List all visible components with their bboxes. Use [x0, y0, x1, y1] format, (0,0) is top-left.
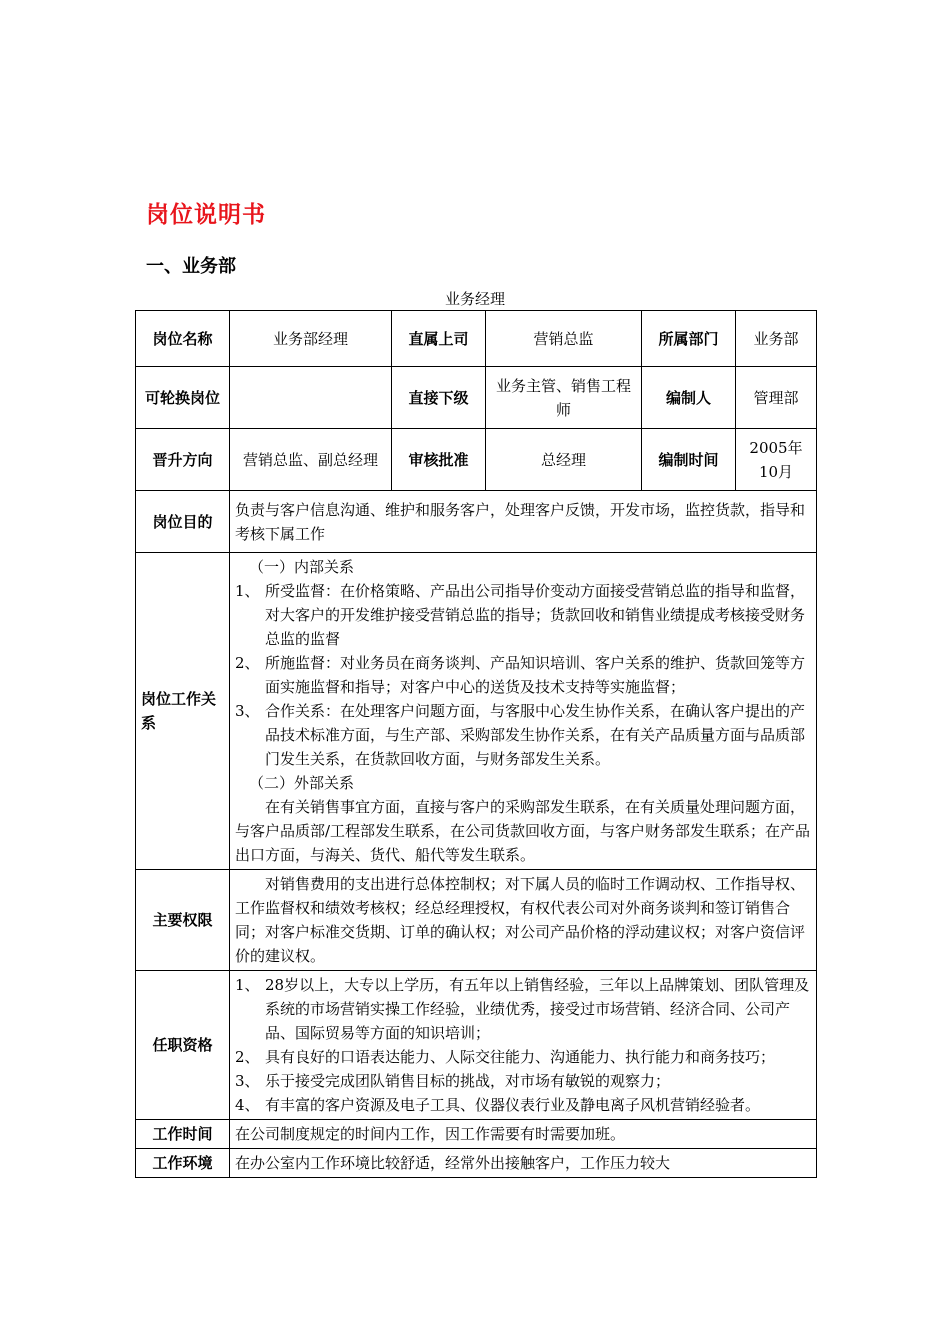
section-heading: 一、业务部: [146, 256, 236, 277]
document-title: 岗位说明书: [146, 202, 266, 228]
label-position-name: 岗位名称: [136, 311, 230, 367]
value-work-relations: [230, 553, 817, 870]
label-rotatable-position: 可轮换岗位: [136, 367, 230, 429]
list-item: 2、 具有良好的口语表达能力、人际交往能力、沟通能力、执行能力和商务技巧；: [235, 1048, 776, 1066]
table-row: [136, 971, 817, 1120]
table-row: [136, 491, 817, 553]
label-compile-date: 编制时间: [642, 429, 736, 491]
list-item: 3、 乐于接受完成团队销售目标的挑战，对市场有敏锐的观察力；: [235, 1072, 671, 1090]
value-compile-date: 2005年10月: [736, 429, 817, 491]
label-promotion-path: 晋升方向: [136, 429, 230, 491]
list-item: 4、 有丰富的客户资源及电子工具、仪器仪表行业及静电离子风机营销经验者。: [235, 1096, 761, 1114]
label-qualification: 任职资格: [136, 971, 230, 1120]
external-relations-text: 在有关销售事宜方面，直接与客户的采购部发生联系，在有关质量处理问题方面，与客户品质部/工程部发生联系，在公司货款回收方面，与客户财务部发生联系；在产品出口方面，与海关、货代、船代等发生联系。: [235, 798, 811, 864]
job-description-table: [135, 310, 817, 1178]
table-caption: 业务经理: [444, 290, 505, 308]
label-direct-superior: 直属上司: [392, 311, 486, 367]
value-direct-subordinate: 业务主管、销售工程师: [486, 367, 642, 429]
list-item: 1、 所受监督：在价格策略、产品出公司指导价变动方面接受营销总监的指导和监督，对大客户的开发维护接受营销总监的指导；货款回收和销售业绩提成考核接受财务总监的监督: [235, 582, 806, 648]
table-row: [136, 1120, 817, 1149]
value-position-name: 业务部经理: [230, 311, 392, 367]
value-compiler: 管理部: [736, 367, 817, 429]
label-purpose: 岗位目的: [136, 491, 230, 553]
label-compiler: 编制人: [642, 367, 736, 429]
label-authority: 主要权限: [136, 870, 230, 971]
value-work-environment: 在办公室内工作环境比较舒适，经常外出接触客户，工作压力较大: [230, 1149, 817, 1178]
value-approval: 总经理: [486, 429, 642, 491]
value-purpose: 负责与客户信息沟通、维护和服务客户，处理客户反馈，开发市场，监控货款，指导和考核下属工作: [230, 491, 817, 553]
value-promotion-path: 营销总监、副总经理: [230, 429, 392, 491]
table-row: [136, 553, 817, 870]
list-item: 3、 合作关系：在处理客户问题方面，与客服中心发生协作关系，在确认客户提出的产品技术标准方面，与生产部、采购部发生协作关系，在有关产品质量方面与品质部门发生关系，在货款回收方面，与财务部发生关系。: [235, 702, 806, 768]
table-row: [136, 311, 817, 367]
table-row: [136, 1149, 817, 1178]
label-work-relations: 岗位工作关系: [136, 553, 230, 870]
label-work-time: 工作时间: [136, 1120, 230, 1149]
label-work-environment: 工作环境: [136, 1149, 230, 1178]
list-item: 1、 28岁以上，大专以上学历，有五年以上销售经验，三年以上品牌策划、团队管理及系统的市场营销实操工作经验，业绩优秀，接受过市场营销、经济合同、公司产品、国际贸易等方面的知识培训；: [235, 976, 810, 1042]
value-authority: 对销售费用的支出进行总体控制权；对下属人员的临时工作调动权、工作指导权、工作监督权和绩效考核权；经总经理授权，有权代表公司对外商务谈判和签订销售合同；对客户标准交货期、订单的确认权；对公司产品价格的浮动建议权；对客户资信评价的建议权。: [230, 870, 817, 971]
value-department: 业务部: [736, 311, 817, 367]
table-row: [136, 367, 817, 429]
label-department: 所属部门: [642, 311, 736, 367]
internal-relations-heading: （一）内部关系: [249, 558, 355, 576]
label-direct-subordinate: 直接下级: [392, 367, 486, 429]
table-row: [136, 429, 817, 491]
value-rotatable-position: [230, 367, 392, 429]
value-direct-superior: 营销总监: [486, 311, 642, 367]
value-qualification: [230, 971, 817, 1120]
external-relations-heading: （二）外部关系: [249, 774, 355, 792]
table-row: [136, 870, 817, 971]
list-item: 2、 所施监督：对业务员在商务谈判、产品知识培训、客户关系的维护、货款回笼等方面实施监督和指导；对客户中心的送货及技术支持等实施监督；: [235, 654, 806, 696]
label-approval: 审核批准: [392, 429, 486, 491]
value-work-time: 在公司制度规定的时间内工作，因工作需要有时需要加班。: [230, 1120, 817, 1149]
